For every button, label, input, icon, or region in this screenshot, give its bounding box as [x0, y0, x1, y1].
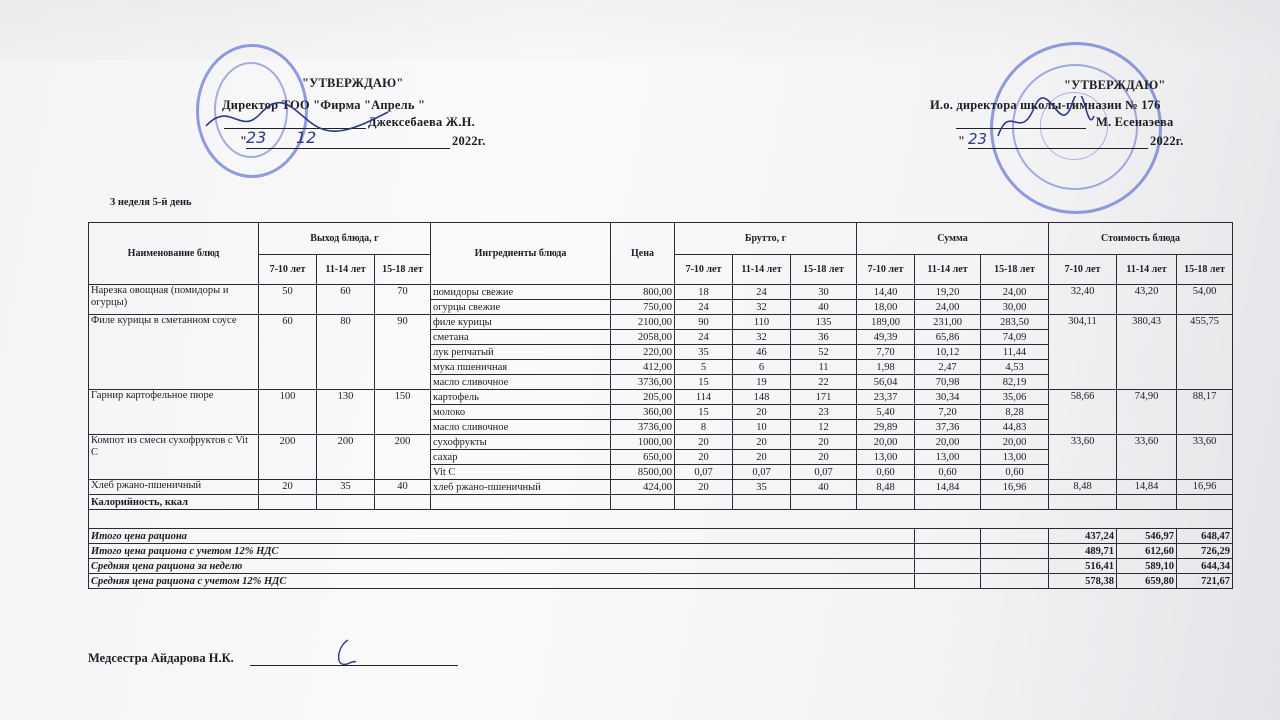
ingredient-gross: 22: [791, 375, 857, 390]
col-gross: Брутто, г: [675, 223, 857, 255]
dish-yield: 50: [259, 285, 317, 315]
calories-label: Калорийность, ккал: [89, 495, 259, 510]
ingredient-price: 2100,00: [611, 315, 675, 330]
dish-cost: 455,75: [1177, 315, 1233, 390]
ingredient-gross: 148: [733, 390, 791, 405]
ingredient-name: молоко: [431, 405, 611, 420]
total-value: 546,97: [1117, 529, 1177, 544]
ingredient-gross: 12: [791, 420, 857, 435]
signature-left: [200, 96, 400, 140]
col-ingredients: Ингредиенты блюда: [431, 223, 611, 285]
ingredient-gross: 5: [675, 360, 733, 375]
ingredient-gross: 24: [675, 330, 733, 345]
spacer-row: [89, 510, 1233, 529]
table-cell: [915, 559, 981, 574]
total-label: Итого цена рациона: [89, 529, 915, 544]
ingredient-sum: 24,00: [915, 300, 981, 315]
total-value: 589,10: [1117, 559, 1177, 574]
ingredient-sum: 231,00: [915, 315, 981, 330]
age-header: 7-10 лет: [675, 255, 733, 285]
ingredient-gross: 135: [791, 315, 857, 330]
ingredient-sum: 189,00: [857, 315, 915, 330]
ingredient-gross: 8: [675, 420, 733, 435]
dish-cost: 14,84: [1117, 480, 1177, 495]
dish-yield: 35: [317, 480, 375, 495]
ingredient-sum: 2,47: [915, 360, 981, 375]
dish-yield: 150: [375, 390, 431, 435]
ingredient-sum: 7,70: [857, 345, 915, 360]
dish-cost: 33,60: [1117, 435, 1177, 480]
ingredient-sum: 13,00: [981, 450, 1049, 465]
ingredient-sum: 82,19: [981, 375, 1049, 390]
total-value: 644,34: [1177, 559, 1233, 574]
ingredient-gross: 20: [675, 450, 733, 465]
ingredient-sum: 5,40: [857, 405, 915, 420]
table-cell: [375, 495, 431, 510]
ingredient-gross: 24: [733, 285, 791, 300]
total-label: Итого цена рациона с учетом 12% НДС: [89, 544, 915, 559]
calories-row: [89, 495, 1233, 510]
ingredient-sum: 19,20: [915, 285, 981, 300]
age-header: 7-10 лет: [259, 255, 317, 285]
table-row: [89, 435, 1233, 450]
ingredient-sum: 20,00: [857, 435, 915, 450]
dish-cost: 16,96: [1177, 480, 1233, 495]
ingredient-price: 1000,00: [611, 435, 675, 450]
ingredient-sum: 30,00: [981, 300, 1049, 315]
table-row: [89, 285, 1233, 300]
ingredient-gross: 30: [791, 285, 857, 300]
ingredient-sum: 13,00: [915, 450, 981, 465]
dish-cost: 74,90: [1117, 390, 1177, 435]
ingredient-gross: 24: [675, 300, 733, 315]
total-value: 437,24: [1049, 529, 1117, 544]
age-header: 11-14 лет: [1117, 255, 1177, 285]
ingredient-price: 2058,00: [611, 330, 675, 345]
total-row: [89, 559, 1233, 574]
ingredient-price: 412,00: [611, 360, 675, 375]
dish-yield: 80: [317, 315, 375, 390]
age-header: 11-14 лет: [915, 255, 981, 285]
ingredient-gross: 171: [791, 390, 857, 405]
table-cell: [431, 495, 611, 510]
ingredient-gross: 10: [733, 420, 791, 435]
ingredient-sum: 13,00: [857, 450, 915, 465]
total-label: Средняя цена рациона с учетом 12% НДС: [89, 574, 915, 589]
dish-yield: 100: [259, 390, 317, 435]
ingredient-gross: 40: [791, 300, 857, 315]
table-cell: [981, 544, 1049, 559]
age-header: 11-14 лет: [317, 255, 375, 285]
table-cell: [915, 574, 981, 589]
total-label: Средняя цена рациона за неделю: [89, 559, 915, 574]
dish-cost: 32,40: [1049, 285, 1117, 315]
ingredient-sum: 14,84: [915, 480, 981, 495]
ingredient-gross: 20: [675, 435, 733, 450]
ingredient-gross: 32: [733, 330, 791, 345]
ingredient-gross: 52: [791, 345, 857, 360]
table-cell: [915, 529, 981, 544]
dish-yield: 200: [317, 435, 375, 480]
total-value: 516,41: [1049, 559, 1117, 574]
age-header: 7-10 лет: [857, 255, 915, 285]
age-header: 15-18 лет: [791, 255, 857, 285]
date-month-left: 12: [296, 128, 317, 147]
ingredient-sum: 49,39: [857, 330, 915, 345]
dish-yield: 130: [317, 390, 375, 435]
dish-cost: 54,00: [1177, 285, 1233, 315]
ingredient-sum: 14,40: [857, 285, 915, 300]
ingredient-sum: 283,50: [981, 315, 1049, 330]
ingredient-sum: 70,98: [915, 375, 981, 390]
dish-cost: 8,48: [1049, 480, 1117, 495]
ingredient-sum: 20,00: [981, 435, 1049, 450]
dish-yield: 40: [375, 480, 431, 495]
ingredient-sum: 8,28: [981, 405, 1049, 420]
table-cell: [915, 544, 981, 559]
age-header: 15-18 лет: [375, 255, 431, 285]
table-cell: [317, 495, 375, 510]
table-cell: [857, 495, 915, 510]
ingredient-gross: 35: [733, 480, 791, 495]
ingredient-name: масло сливочное: [431, 375, 611, 390]
table-cell: [259, 495, 317, 510]
ingredient-gross: 20: [791, 450, 857, 465]
dish-cost: 380,43: [1117, 315, 1177, 390]
ingredient-sum: 20,00: [915, 435, 981, 450]
ingredient-sum: 24,00: [981, 285, 1049, 300]
ingredient-sum: 18,00: [857, 300, 915, 315]
table-cell: [981, 495, 1049, 510]
total-value: 648,47: [1177, 529, 1233, 544]
table-cell: [981, 574, 1049, 589]
signature-right: [990, 96, 1100, 146]
col-cost: Стоимость блюда: [1049, 223, 1233, 255]
ingredient-sum: 0,60: [915, 465, 981, 480]
dish-cost: 33,60: [1177, 435, 1233, 480]
menu-table: [88, 222, 1233, 589]
ingredient-sum: 7,20: [915, 405, 981, 420]
age-header: 15-18 лет: [1177, 255, 1233, 285]
ingredient-sum: 29,89: [857, 420, 915, 435]
total-value: 659,80: [1117, 574, 1177, 589]
ingredient-price: 3736,00: [611, 420, 675, 435]
total-value: 721,67: [1177, 574, 1233, 589]
ingredient-sum: 0,60: [857, 465, 915, 480]
year-right: 2022г.: [1150, 134, 1184, 148]
ingredient-gross: 15: [675, 405, 733, 420]
date-quote-right: ": [958, 134, 966, 148]
ingredient-name: сахар: [431, 450, 611, 465]
table-cell: [675, 495, 733, 510]
table-cell: [733, 495, 791, 510]
table-cell: [1177, 495, 1233, 510]
dish-yield: 70: [375, 285, 431, 315]
total-value: 726,29: [1177, 544, 1233, 559]
ingredient-gross: 32: [733, 300, 791, 315]
dish-name: Гарнир картофельное пюре: [89, 390, 259, 435]
ingredient-gross: 23: [791, 405, 857, 420]
ingredient-gross: 20: [733, 435, 791, 450]
ingredient-price: 220,00: [611, 345, 675, 360]
date-quote-left: ": [240, 134, 248, 148]
ingredient-gross: 40: [791, 480, 857, 495]
age-header: 15-18 лет: [981, 255, 1049, 285]
dish-cost: 304,11: [1049, 315, 1117, 390]
ingredient-gross: 110: [733, 315, 791, 330]
total-row: [89, 544, 1233, 559]
table-row: [89, 390, 1233, 405]
dish-name: Компот из смеси сухофруктов с Vit C: [89, 435, 259, 480]
ingredient-name: филе курицы: [431, 315, 611, 330]
ingredient-price: 650,00: [611, 450, 675, 465]
dish-yield: 90: [375, 315, 431, 390]
dish-cost: 58,66: [1049, 390, 1117, 435]
ingredient-sum: 74,09: [981, 330, 1049, 345]
dish-cost: 88,17: [1177, 390, 1233, 435]
date-day-right: 23: [968, 130, 988, 148]
ingredient-sum: 65,86: [915, 330, 981, 345]
date-day-left: 23: [246, 128, 267, 147]
table-cell: [1117, 495, 1177, 510]
ingredient-gross: 114: [675, 390, 733, 405]
ingredient-gross: 20: [791, 435, 857, 450]
col-yield: Выход блюда, г: [259, 223, 431, 255]
ingredient-sum: 56,04: [857, 375, 915, 390]
nurse-signature: [330, 636, 360, 668]
week-label: 3 неделя 5-й день: [110, 197, 192, 208]
ingredient-price: 205,00: [611, 390, 675, 405]
date-line-left: [246, 148, 450, 149]
table-cell: [1049, 495, 1117, 510]
approve-right: "УТВЕРЖДАЮ": [1064, 78, 1166, 92]
table-cell: [611, 495, 675, 510]
ingredient-gross: 0,07: [675, 465, 733, 480]
ingredient-sum: 44,83: [981, 420, 1049, 435]
ingredient-name: огурцы свежие: [431, 300, 611, 315]
ingredient-price: 800,00: [611, 285, 675, 300]
ingredient-sum: 10,12: [915, 345, 981, 360]
ingredient-gross: 46: [733, 345, 791, 360]
name-right: М. Есенаэева: [1096, 115, 1174, 129]
ingredient-gross: 36: [791, 330, 857, 345]
col-price: Цена: [611, 223, 675, 285]
date-line-right: [968, 148, 1148, 149]
ingredient-gross: 19: [733, 375, 791, 390]
total-row: [89, 574, 1233, 589]
ingredient-gross: 0,07: [733, 465, 791, 480]
age-header: 7-10 лет: [1049, 255, 1117, 285]
table-row: [89, 315, 1233, 330]
ingredient-gross: 20: [675, 480, 733, 495]
dish-cost: 33,60: [1049, 435, 1117, 480]
dish-name: Нарезка овощная (помидоры и огурцы): [89, 285, 259, 315]
ingredient-gross: 11: [791, 360, 857, 375]
ingredient-price: 360,00: [611, 405, 675, 420]
ingredient-sum: 37,36: [915, 420, 981, 435]
ingredient-sum: 23,37: [857, 390, 915, 405]
name-left: Джексебаева Ж.Н.: [368, 115, 475, 129]
total-value: 578,38: [1049, 574, 1117, 589]
ingredient-price: 424,00: [611, 480, 675, 495]
dish-name: Филе курицы в сметанном соусе: [89, 315, 259, 390]
ingredient-gross: 15: [675, 375, 733, 390]
ingredient-gross: 35: [675, 345, 733, 360]
ingredient-sum: 8,48: [857, 480, 915, 495]
ingredient-gross: 90: [675, 315, 733, 330]
dish-yield: 60: [317, 285, 375, 315]
table-cell: [981, 559, 1049, 574]
ingredient-gross: 6: [733, 360, 791, 375]
spacer-cell: [89, 510, 1233, 529]
ingredient-sum: 0,60: [981, 465, 1049, 480]
ingredient-sum: 11,44: [981, 345, 1049, 360]
ingredient-name: Vit C: [431, 465, 611, 480]
ingredient-gross: 0,07: [791, 465, 857, 480]
dish-yield: 60: [259, 315, 317, 390]
total-value: 612,60: [1117, 544, 1177, 559]
position-left: Директор ТОО "Фирма "Апрель ": [222, 98, 426, 112]
position-right: И.о. директора школы-гимназии № 176: [930, 98, 1161, 112]
ingredient-sum: 4,53: [981, 360, 1049, 375]
ingredient-sum: 30,34: [915, 390, 981, 405]
dish-yield: 200: [259, 435, 317, 480]
approve-left: "УТВЕРЖДАЮ": [302, 76, 404, 90]
ingredient-name: сухофрукты: [431, 435, 611, 450]
total-row: [89, 529, 1233, 544]
ingredient-sum: 16,96: [981, 480, 1049, 495]
ingredient-name: сметана: [431, 330, 611, 345]
year-left: 2022г.: [452, 134, 486, 148]
table-cell: [981, 529, 1049, 544]
dish-cost: 43,20: [1117, 285, 1177, 315]
col-dish: Наименование блюд: [89, 223, 259, 285]
ingredient-name: лук репчатый: [431, 345, 611, 360]
ingredient-gross: 18: [675, 285, 733, 300]
table-cell: [791, 495, 857, 510]
ingredient-sum: 35,06: [981, 390, 1049, 405]
table-cell: [915, 495, 981, 510]
table-row: [89, 480, 1233, 495]
ingredient-price: 8500,00: [611, 465, 675, 480]
ingredient-name: хлеб ржано-пшеничный: [431, 480, 611, 495]
dish-name: Хлеб ржано-пшеничный: [89, 480, 259, 495]
ingredient-name: масло сливочное: [431, 420, 611, 435]
ingredient-name: картофель: [431, 390, 611, 405]
ingredient-price: 3736,00: [611, 375, 675, 390]
nurse-signature-label: Медсестра Айдарова Н.К.: [88, 651, 234, 665]
total-value: 489,71: [1049, 544, 1117, 559]
ingredient-sum: 1,98: [857, 360, 915, 375]
ingredient-price: 750,00: [611, 300, 675, 315]
ingredient-name: помидоры свежие: [431, 285, 611, 300]
dish-yield: 20: [259, 480, 317, 495]
col-sum: Сумма: [857, 223, 1049, 255]
age-header: 11-14 лет: [733, 255, 791, 285]
dish-yield: 200: [375, 435, 431, 480]
ingredient-name: мука пшеничная: [431, 360, 611, 375]
ingredient-gross: 20: [733, 405, 791, 420]
ingredient-gross: 20: [733, 450, 791, 465]
